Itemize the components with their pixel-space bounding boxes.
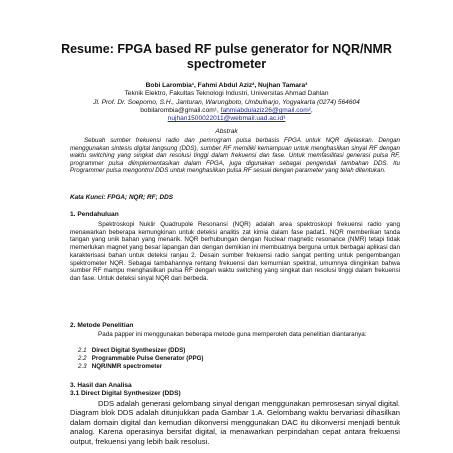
email-2-tail: , xyxy=(310,106,313,114)
author-emails-line-2 xyxy=(0,115,453,123)
method-item xyxy=(78,347,204,355)
method-item-label: Programmable Pulse Generator (PPG) xyxy=(91,355,204,363)
author-names: Bobi Larombia¹, Fahmi Abdul Aziz², Nujhan Tamara³ xyxy=(145,82,308,89)
keywords: Kata Kunci: FPGA; NQR; RF; DDS xyxy=(70,194,173,201)
method-item-label: NQR/NMR spectrometer xyxy=(91,363,163,371)
paper-title xyxy=(0,42,453,72)
section-1-text: Spektroskopi Nuklir Quadrupole Resonansi (NQR) adalah area spektroskopi frekuensi radio yang menawarkan beberapa kemungkinan untuk deteksi analitis zat kimia dalam fase padat1. NQR memberikan tanda tangan yang unik bahan yang menarik. NQR berhubungan dengan Nuclear magnetic resonance (NMR) tetapi tidak memerlukan magnet yang besar lapangan dan dengan demikian ini membuatnya berguna untuk berbagai aplikasi dan karakterisasi bahan untuk deteksi ranjau 2. Desain sumber frekuensi radio sangat penting untuk pengembangan spektrometer NQR. Sebagai tambahannya rentang frekuensi dan kemurnian spektral, umumnya diinginkan bahwa sumber RF mampu menghasilkan pulsa RF dengan waktu switching yang singkat dan resolusi tinggi dalam frekuensi dan fase. Untuk deteksi sinyal NQR dari berbeda. xyxy=(70,221,400,282)
section-2-text: Pada papper ini menggunakan beberapa metode guna memperoleh data penelitian diantaranya: xyxy=(98,331,367,338)
subsection-3-1-heading: 3.1 Direct Digital Synthesizer (DDS) xyxy=(70,390,181,397)
method-list xyxy=(78,347,204,372)
method-item-label: Direct Digital Synthesizer (DDS) xyxy=(91,347,186,354)
title-line-1: Resume: FPGA based RF pulse generator for NQR/NMR xyxy=(61,42,392,56)
author-block xyxy=(0,82,453,123)
author-emails-line-1 xyxy=(0,107,453,115)
method-item-number: 2.2 xyxy=(78,355,87,363)
title-line-2: spectrometer xyxy=(186,57,267,71)
author-affiliation: Teknik Elektro, Fakultas Teknologi Industri, Universitas Ahmad Dahlan xyxy=(124,90,329,98)
abstract-heading: Abstrak xyxy=(215,128,238,135)
email-separator: , xyxy=(216,106,221,114)
method-item-number: 2.1 xyxy=(78,347,87,354)
method-item-number: 2.3 xyxy=(78,363,87,371)
method-item xyxy=(78,355,204,363)
abstract-text: Sebuah sumber frekuensi radio dan pemrogram pulsa berbasis FPGA untuk NQR dijelaskan. Dengan menggunakan sintesis digital langsung (DDS), sumber RF memiliki kemampuan untuk menghasilkan sinyal RF dengan waktu switching yang singkat dan resolusi tinggi dalam frekuensi dan fase. Untuk memfasilitasi generasi pulsa RF, programmer pulsa diimplementasikan dalam FPGA, juga digunakan sebagai pengendali tambahan DDS. Itu Programmer pulsa mengontrol DDS untuk menghasilkan pulsa RF sesuai dengan parameter yang telah ditentukan. xyxy=(70,137,400,175)
section-1-heading: 1. Pendahuluan xyxy=(70,211,119,218)
author-address: Jl. Prof. Dr. Soepomo, S.H., Janturan, Warungboto, Umbulharjo, Yogyakarta (0274) 564604 xyxy=(93,98,360,106)
section-2-heading: 2. Metode Penelitian xyxy=(70,322,134,329)
email-2-link[interactable]: fahmiabdulaziz26@gmail.com² xyxy=(220,106,311,114)
section-3-text: DDS adalah generasi gelombang sinyal dengan menggunakan pemrosesan sinyal digital. Diagram blok DDS adalah ditunjukkan pada Gambar 1.A. Gelombang waktu bervariasi dihasilkan dalam domain digital dan kemudian dikonversi menggunakan DAC itu dikonversi menjadi bentuk analog. Karena operasinya bersifat digital, ia menawarkan perpindahan cepat antara frekuensi output, frekuensi yang lebih baik resolusi. xyxy=(70,399,400,446)
method-item xyxy=(78,363,204,371)
email-1: bobilarombia@gmail.com¹ xyxy=(140,106,217,114)
email-3-link[interactable]: nujhan1500022011@webmail.uad.ac.id³ xyxy=(167,115,286,123)
section-3-heading: 3. Hasil dan Analisa xyxy=(70,382,132,389)
